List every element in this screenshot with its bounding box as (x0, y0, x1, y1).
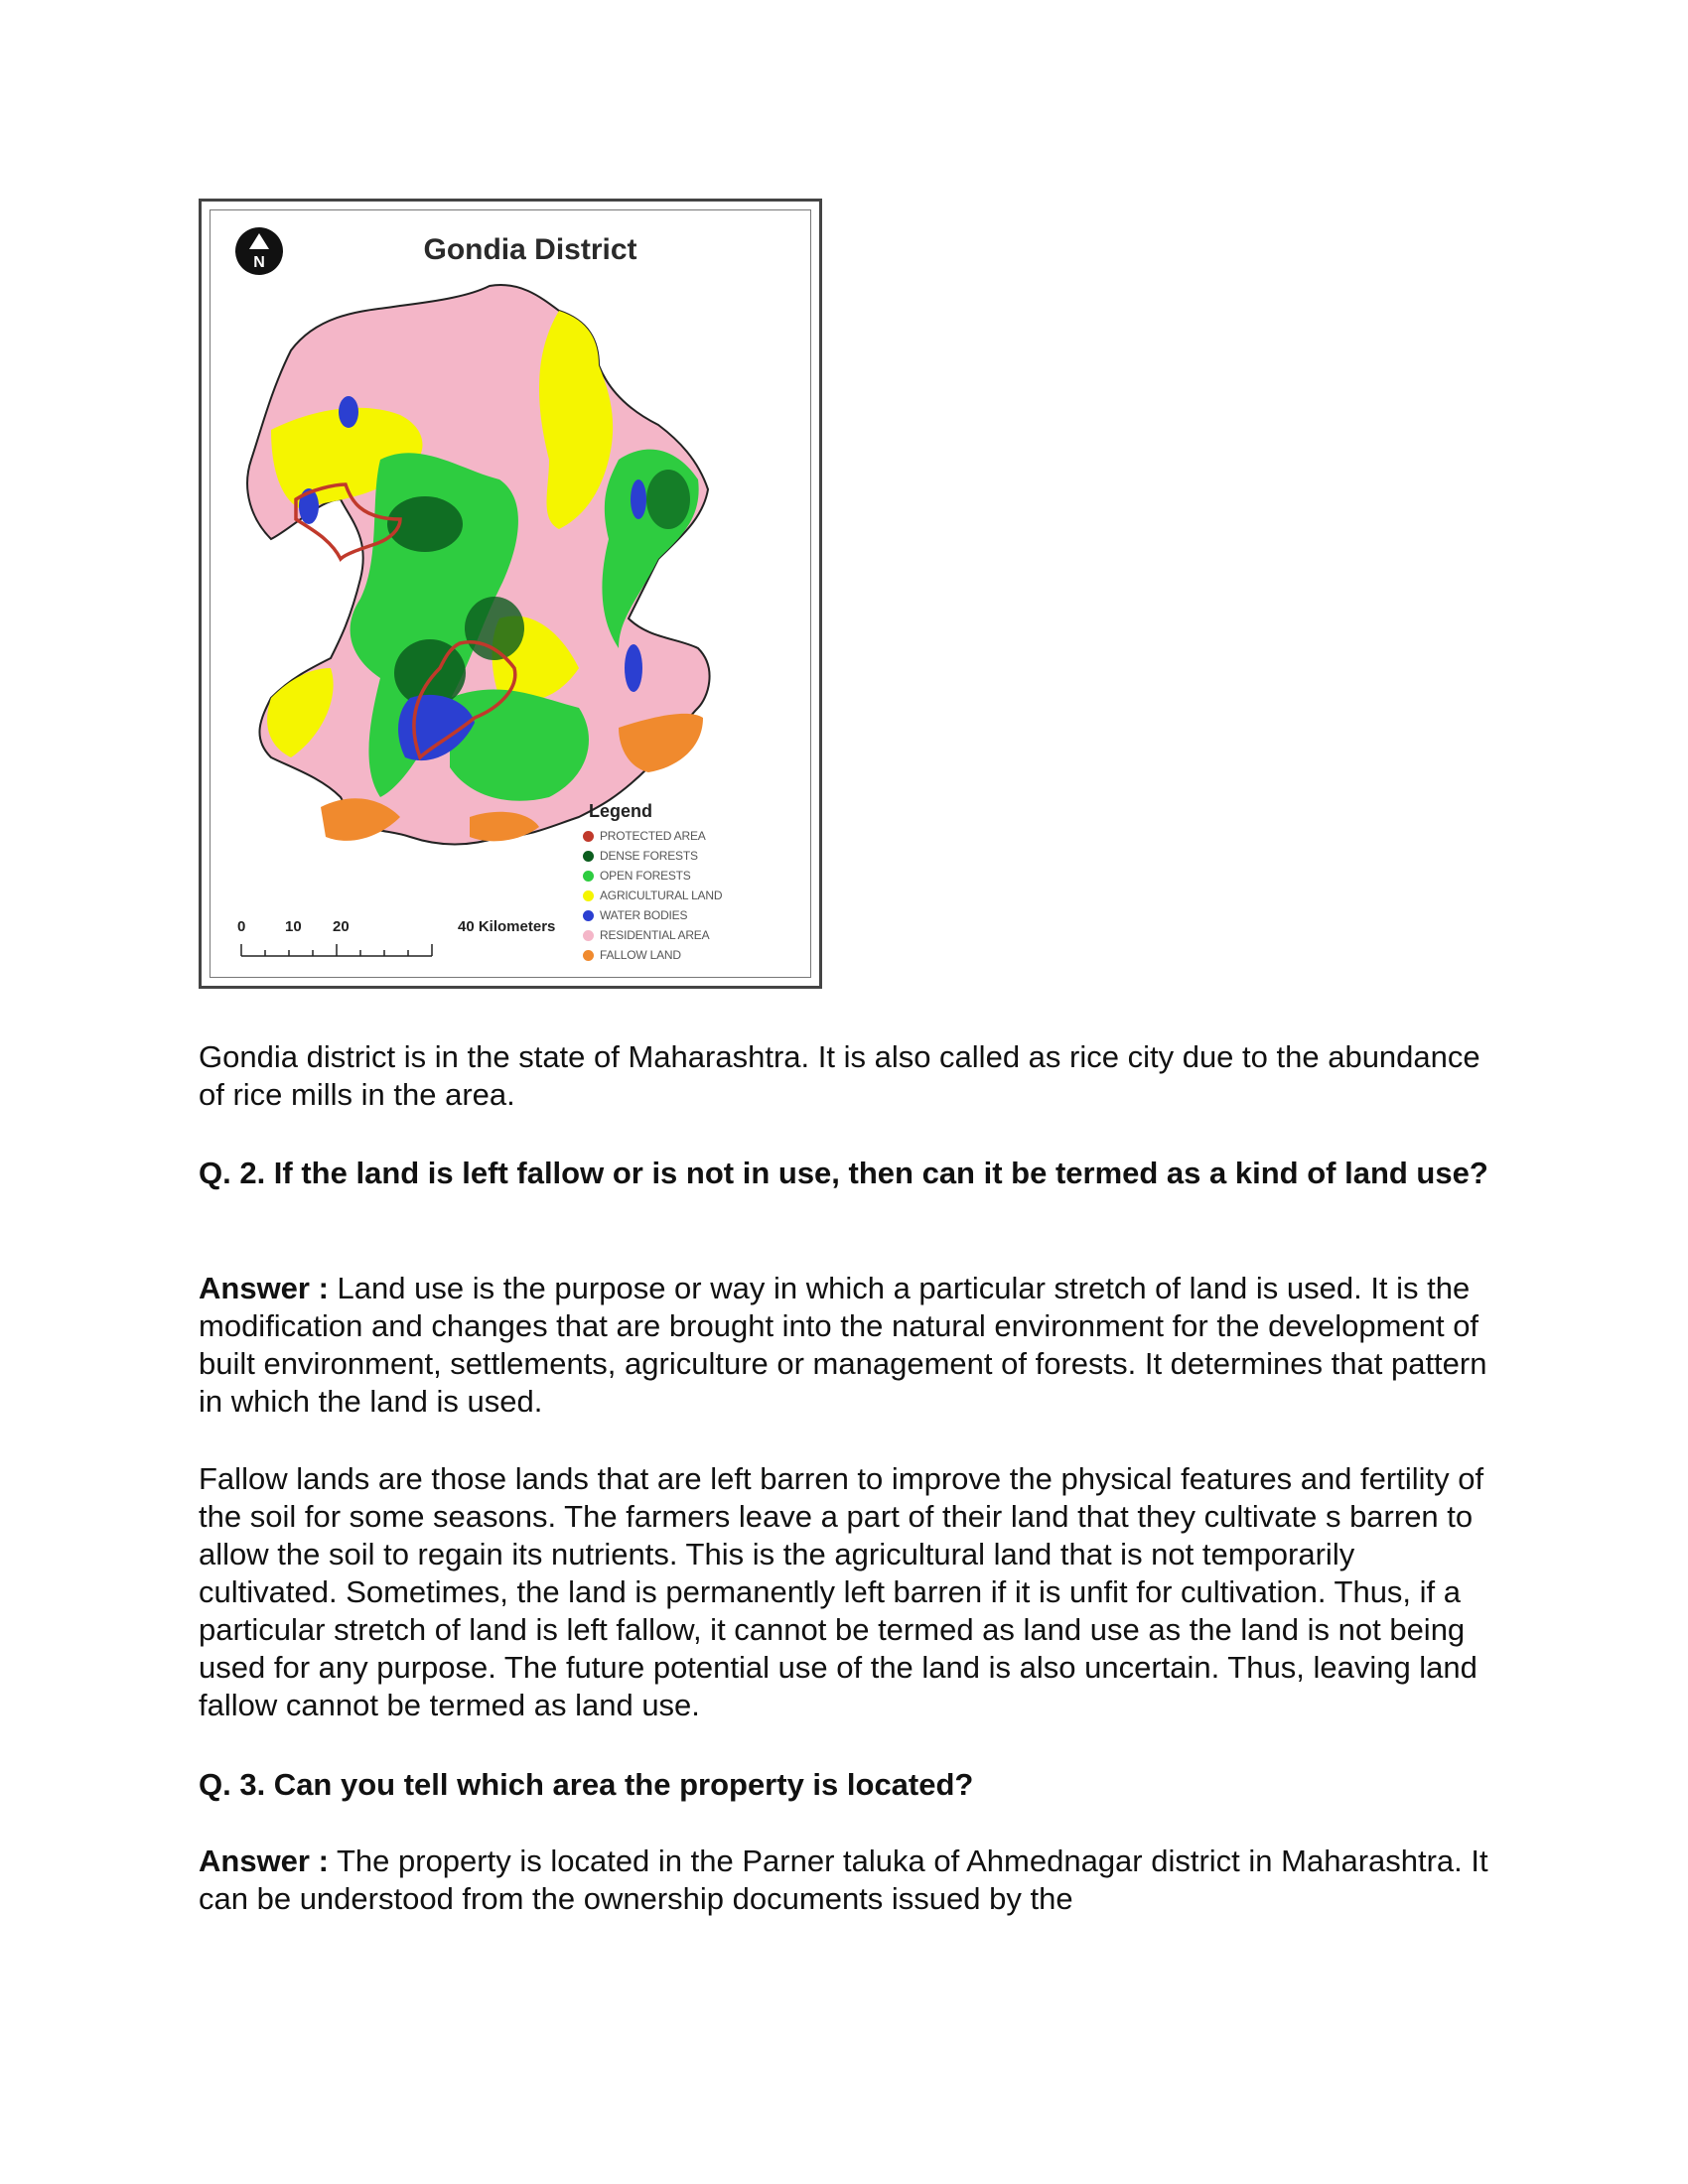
legend-label: RESIDENTIAL AREA (600, 928, 710, 942)
answer-2-text: Land use is the purpose or way in which a particular stretch of land is used. It is the modification and changes that are brought into the natural environment for the development of built environment, settlements, agriculture or management of forests. It determines that pattern in which the land is used. (199, 1271, 1487, 1419)
question-2: Q. 2. If the land is left fallow or is not in use, then can it be termed as a kind of land use? (199, 1156, 1488, 1190)
scale-labels (237, 918, 575, 978)
scale-label-0: 0 (237, 918, 246, 935)
water-body-3 (339, 396, 358, 428)
legend-label: PROTECTED AREA (600, 829, 706, 843)
open-forest-south (450, 689, 589, 800)
answer-2-paragraph-2: Fallow lands are those lands that are left barren to improve the physical features and fertility of the soil for some seasons. The farmers leave a part of their land that they cultivate s barren to allow the soil to regain its nutrients. This is the agricultural land that is not temporarily cultivated. Sometimes, the land is permanently left barren if it is unfit for cultivation. Thus, if a particular stretch of land is left fallow, it cannot be termed as land use as the land is not being used for any purpose. The future potential use of the land is also uncertain. Thus, leaving land fallow cannot be termed as land use. (199, 1461, 1484, 1722)
legend-swatch (583, 910, 594, 921)
answer-2-paragraph-1 (199, 1270, 1489, 1421)
answer-label: Answer : (199, 1271, 329, 1305)
legend-label: DENSE FORESTS (600, 849, 698, 863)
legend-item (583, 945, 801, 965)
map-legend (583, 801, 801, 965)
legend-item (583, 846, 801, 866)
intro-paragraph: Gondia district is in the state of Maharashtra. It is also called as rice city due to the abundance of rice mills in the area. (199, 1039, 1480, 1112)
answer-3-paragraph-1 (199, 1843, 1489, 1918)
map-title: Gondia District (423, 233, 637, 266)
legend-label: FALLOW LAND (600, 948, 681, 962)
scale-label-10: 10 (285, 918, 302, 935)
scale-label-20: 20 (333, 918, 350, 935)
map-figure (199, 199, 822, 989)
legend-item (583, 905, 801, 925)
legend-label: AGRICULTURAL LAND (600, 888, 723, 902)
question-3: Q. 3. Can you tell which area the property is located? (199, 1767, 974, 1802)
answer-3-text: The property is located in the Parner taluka of Ahmednagar district in Maharashtra. It can be understood from the ownership documents issued by the (199, 1843, 1488, 1916)
legend-swatch (583, 871, 594, 882)
legend-swatch (583, 890, 594, 901)
legend-item (583, 866, 801, 886)
svg-text:N: N (253, 254, 265, 271)
legend-label: WATER BODIES (600, 908, 688, 922)
legend-swatch (583, 950, 594, 961)
answer-label: Answer : (199, 1843, 329, 1878)
legend-item (583, 925, 801, 945)
legend-swatch (583, 831, 594, 842)
legend-label: OPEN FORESTS (600, 869, 691, 883)
scale-label-40: 40 Kilometers (458, 918, 556, 935)
legend-item (583, 886, 801, 905)
legend-swatch (583, 930, 594, 941)
legend-title: Legend (589, 801, 653, 821)
water-body-5 (625, 644, 642, 692)
dense-forest-4 (646, 470, 690, 529)
legend-item (583, 826, 801, 846)
water-body-4 (631, 479, 646, 519)
legend-swatch (583, 851, 594, 862)
